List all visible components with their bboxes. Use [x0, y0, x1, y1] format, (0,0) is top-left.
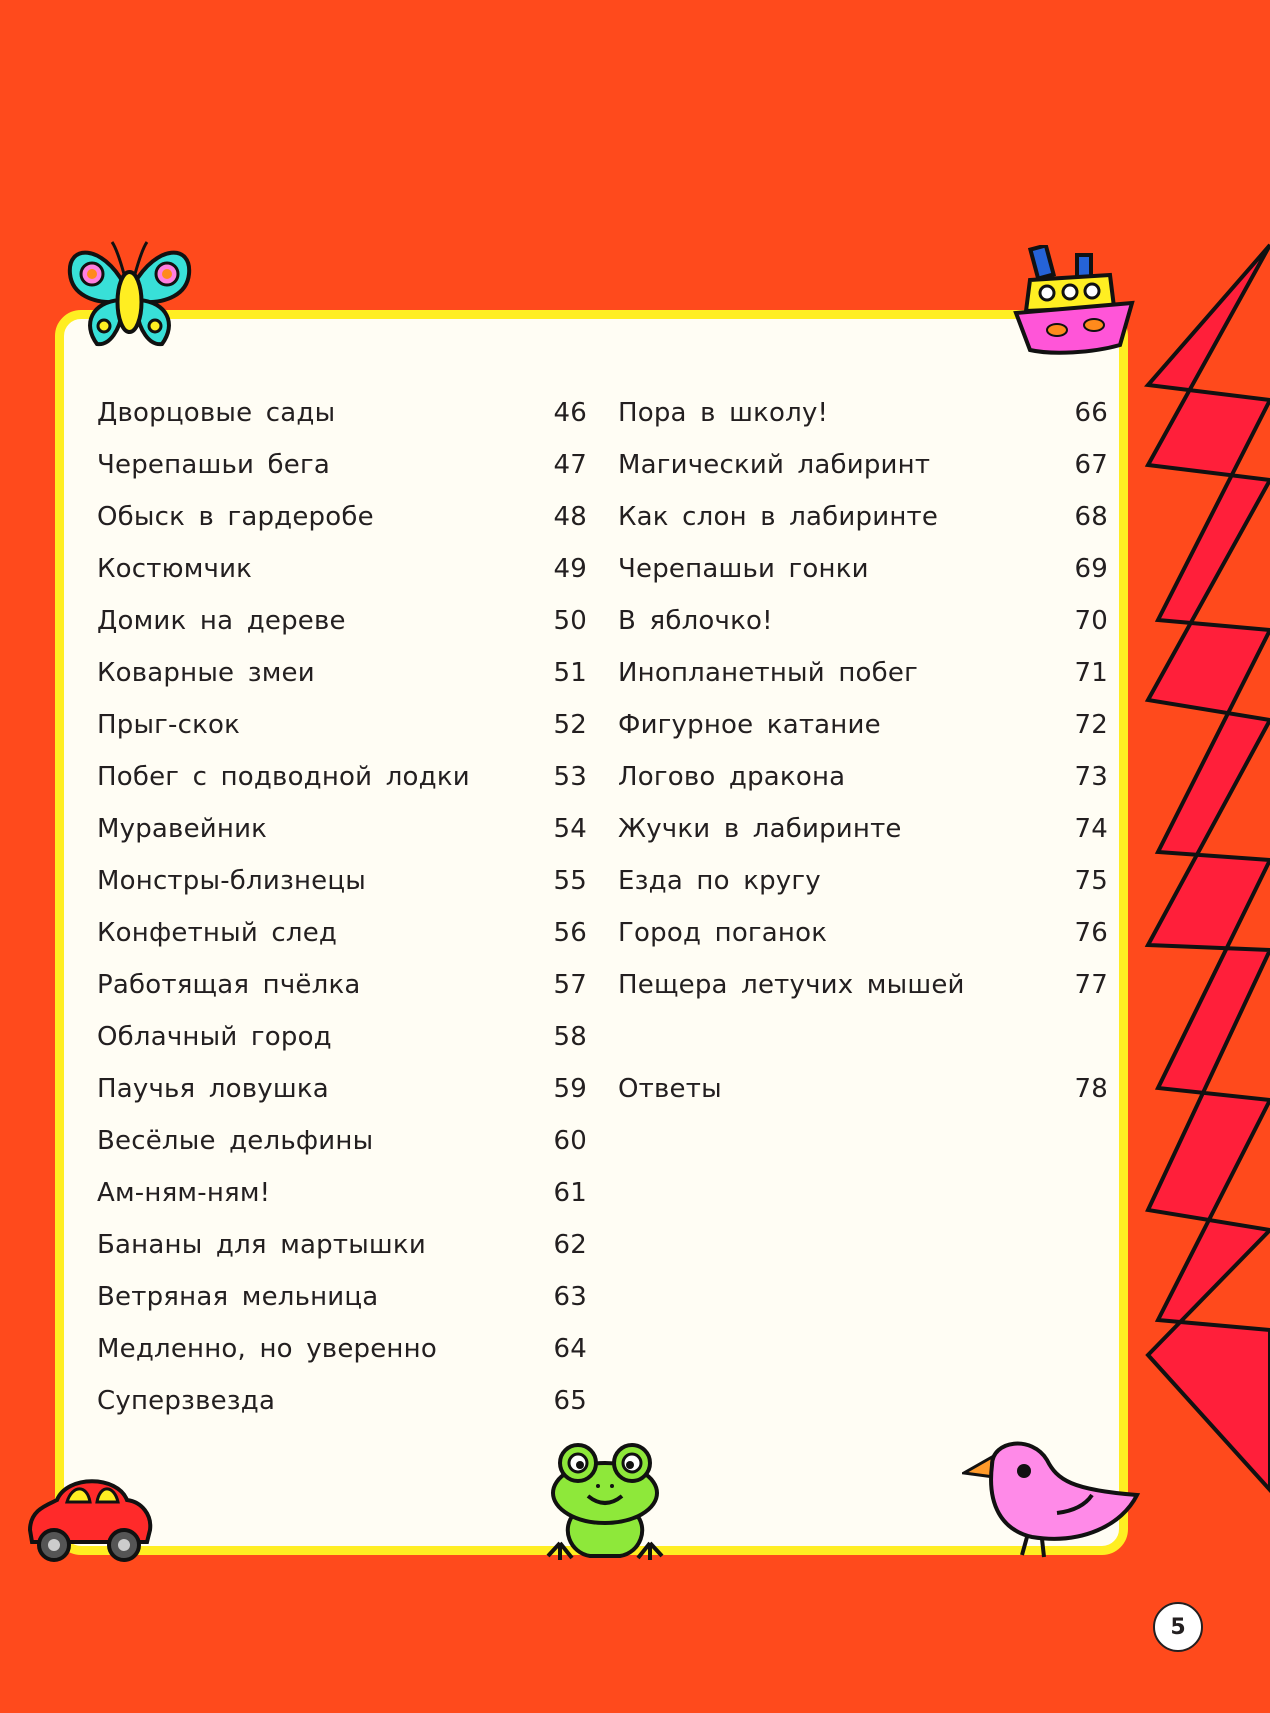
toc-entry-page: 71: [1074, 658, 1108, 688]
toc-entry-page: 68: [1074, 502, 1108, 532]
toc-entry-page: 73: [1074, 762, 1108, 792]
toc-entry-page: 77: [1074, 970, 1108, 1000]
toc-entry[interactable]: [618, 398, 1108, 450]
toc-entry-page: 59: [553, 1074, 587, 1104]
toc-entry-page: 78: [1074, 1074, 1108, 1104]
toc-entry[interactable]: [97, 1230, 587, 1282]
toc-entry[interactable]: [97, 502, 587, 554]
toc-entry-title: Логово дракона: [618, 762, 846, 792]
toc-entry-title: Весёлые дельфины: [97, 1126, 374, 1156]
toc-entry-page: 64: [553, 1334, 587, 1364]
toc-entry[interactable]: [97, 1282, 587, 1334]
toc-entry[interactable]: [97, 710, 587, 762]
toc-entry[interactable]: [97, 1022, 587, 1074]
toc-entry-title: Черепашьи гонки: [618, 554, 869, 584]
toc-entry-page: 74: [1074, 814, 1108, 844]
butterfly-icon: [62, 234, 197, 354]
toc-entry-title: Город поганок: [618, 918, 828, 948]
toc-entry-title: Пещера летучих мышей: [618, 970, 965, 1000]
toc-entry-title: Медленно, но уверенно: [97, 1334, 437, 1364]
page-number: 5: [1153, 1602, 1203, 1652]
toc-entry-title: Костюмчик: [97, 554, 253, 584]
toc-entry-answers[interactable]: [618, 1074, 1108, 1126]
toc-entry-title: Жучки в лабиринте: [618, 814, 902, 844]
toc-entry-page: 49: [553, 554, 587, 584]
toc-entry-title: В яблочко!: [618, 606, 773, 636]
toc-entry-page: 56: [553, 918, 587, 948]
toc-entry[interactable]: [97, 762, 587, 814]
toc-entry-page: 76: [1074, 918, 1108, 948]
toc-entry-page: 47: [553, 450, 587, 480]
toc-entry-page: 70: [1074, 606, 1108, 636]
toc-entry-page: 53: [553, 762, 587, 792]
toc-entry-title: Работящая пчёлка: [97, 970, 361, 1000]
toc-entry-page: 62: [553, 1230, 587, 1260]
toc-entry-title: Домик на дереве: [97, 606, 346, 636]
toc-entry[interactable]: [97, 1386, 587, 1438]
toc-entry[interactable]: [97, 1178, 587, 1230]
toc-entry-page: 57: [553, 970, 587, 1000]
toc-entry-page: 54: [553, 814, 587, 844]
toc-entry-title: Черепашьи бега: [97, 450, 330, 480]
toc-entry-page: 51: [553, 658, 587, 688]
toc-entry-page: 69: [1074, 554, 1108, 584]
toc-entry-page: 55: [553, 866, 587, 896]
toc-entry[interactable]: [97, 398, 587, 450]
toc-entry-title: Суперзвезда: [97, 1386, 276, 1416]
toc-entry[interactable]: [618, 554, 1108, 606]
toc-entry[interactable]: [618, 606, 1108, 658]
toc-entry-title: Облачный город: [97, 1022, 332, 1052]
toc-entry-page: 67: [1074, 450, 1108, 480]
toc-entry-title: Обыск в гардеробе: [97, 502, 374, 532]
toc-entry[interactable]: [618, 970, 1108, 1022]
car-icon: [22, 1470, 157, 1565]
toc-entry-title: Муравейник: [97, 814, 268, 844]
toc-entry[interactable]: [618, 450, 1108, 502]
toc-entry-page: 65: [553, 1386, 587, 1416]
toc-entry[interactable]: [618, 814, 1108, 866]
toc-entry[interactable]: [97, 1074, 587, 1126]
toc-entry-page: 58: [553, 1022, 587, 1052]
toc-entry-title: Ответы: [618, 1074, 722, 1104]
toc-entry-title: Конфетный след: [97, 918, 338, 948]
toc-entry-page: 72: [1074, 710, 1108, 740]
toc-entry[interactable]: [97, 1334, 587, 1386]
toc-entry[interactable]: [97, 918, 587, 970]
toc-entry-title: Ветряная мельница: [97, 1282, 379, 1312]
toc-entry-title: Коварные змеи: [97, 658, 315, 688]
toc-entry[interactable]: [97, 450, 587, 502]
toc-entry[interactable]: [97, 1126, 587, 1178]
toc-column-right: [618, 398, 1108, 1126]
toc-entry[interactable]: [97, 554, 587, 606]
toc-column-left: [97, 398, 587, 1438]
toc-entry[interactable]: [618, 658, 1108, 710]
toc-entry[interactable]: [97, 970, 587, 1022]
toc-entry-title: Как слон в лабиринте: [618, 502, 939, 532]
toc-entry[interactable]: [97, 866, 587, 918]
toc-entry-page: 52: [553, 710, 587, 740]
toc-entry-page: 60: [553, 1126, 587, 1156]
toc-entry-page: 48: [553, 502, 587, 532]
toc-entry-page: 63: [553, 1282, 587, 1312]
toc-entry-page: 46: [553, 398, 587, 428]
toc-entry-page: 66: [1074, 398, 1108, 428]
toc-entry-title: Прыг-скок: [97, 710, 241, 740]
toc-entry-title: Ам-ням-ням!: [97, 1178, 271, 1208]
boat-icon: [1012, 245, 1137, 360]
toc-entry-page: 61: [553, 1178, 587, 1208]
toc-entry[interactable]: [618, 866, 1108, 918]
toc-entry-page: 50: [553, 606, 587, 636]
toc-entry[interactable]: [97, 658, 587, 710]
toc-entry[interactable]: [97, 606, 587, 658]
toc-entry-title: Дворцовые сады: [97, 398, 336, 428]
toc-entry-title: Магический лабиринт: [618, 450, 931, 480]
toc-entry-title: Инопланетный побег: [618, 658, 918, 688]
toc-entry[interactable]: [97, 814, 587, 866]
toc-entry-page: 75: [1074, 866, 1108, 896]
toc-entry-title: Фигурное катание: [618, 710, 881, 740]
toc-entry[interactable]: [618, 762, 1108, 814]
toc-entry-title: Паучья ловушка: [97, 1074, 329, 1104]
toc-entry-title: Езда по кругу: [618, 866, 821, 896]
toc-entry-title: Побег с подводной лодки: [97, 762, 470, 792]
toc-entry-title: Бананы для мартышки: [97, 1230, 426, 1260]
toc-entry[interactable]: [618, 710, 1108, 762]
toc-entry[interactable]: [618, 502, 1108, 554]
toc-entry-title: Пора в школу!: [618, 398, 829, 428]
bird-icon: [962, 1435, 1142, 1560]
frog-icon: [540, 1438, 670, 1568]
toc-entry-title: Монстры-близнецы: [97, 866, 366, 896]
toc-entry[interactable]: [618, 918, 1108, 970]
